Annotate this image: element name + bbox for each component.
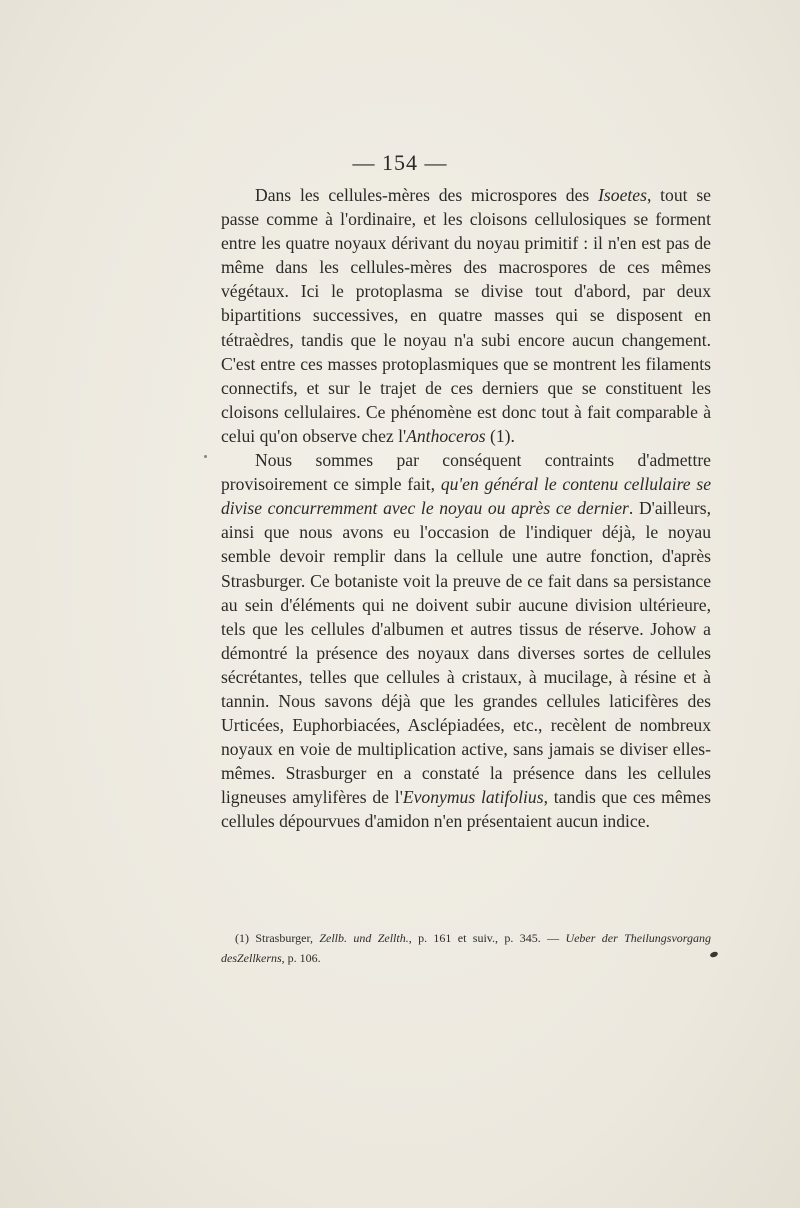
footnote xyxy=(221,928,711,968)
ink-mark xyxy=(709,951,718,958)
footnote-text-3: , p. 106. xyxy=(281,951,321,965)
paragraph-2-text-1: Nous sommes par conséquent contraints d'admettre provisoirement ce simple fait, xyxy=(221,450,711,495)
footnote-ref-2: Ueber der Theilungsvorgang desZellkerns xyxy=(221,931,712,965)
margin-dot xyxy=(204,455,207,458)
taxon-anthoceros: Anthoceros xyxy=(406,425,486,446)
emphasis-conclusion: qu'en général le contenu cellulaire se divise concurremment avec le noyau ou après ce dernier xyxy=(221,474,712,519)
footnote-text-1: (1) Strasburger, xyxy=(235,931,320,945)
taxon-isoetes: Isoetes xyxy=(598,185,647,205)
footnote-text-2: , p. 161 et suiv., p. 345. — xyxy=(408,931,566,945)
body-text xyxy=(221,183,711,834)
page-number: — 154 — xyxy=(352,150,448,175)
paragraph-1-text-1: Dans les cellules-mères des microspores des xyxy=(255,185,599,205)
paragraph-2-text-2: . D'ailleurs, ainsi que nous avons eu l'occasion de l'indiquer déjà, le noyau semble devoir remplir dans la cellule une autre fonction, d'après Strasburger. Ce botaniste voit la preuve de ce fait dans sa persistance au sein d'éléments qui ne doivent subir aucune division ultérieure, tels que les cellules d'albumen et autres tissus de réserve. Johow a démontré la présence des noyaux dans diverses sortes de cellules sécrétantes, telles que cellules à cristaux, à mucilage, à résine et à tannin. Nous savons déjà que les grandes cellules laticifères des Urticées, Euphorbiacées, Asclépiadées, etc., recèlent de nombreux noyaux en voie de multiplication active, sans jamais se diviser elles-mêmes. Strasburger en a constaté la présence dans les cellules ligneuses amylifères de l' xyxy=(221,498,711,808)
footnote-ref-1: Zellb. und Zellth. xyxy=(319,931,409,945)
paragraph-1 xyxy=(221,183,711,448)
paragraph-1-text-3: (1). xyxy=(485,425,515,446)
paragraph-1-text-2: , tout se passe comme à l'ordinaire, et les cloisons cellulosiques se forment entre les quatre noyaux dérivant du noyau primitif : il n'en est pas de même dans les cellules-mères des macrospores de ces mêmes végétaux. Ici le protoplasma se divise tout d'abord, par deux bipartitions successives, en quatre masses qui se disposent en tétraèdres, tandis que le noyau n'a subi encore aucun changement. C'est entre ces masses protoplasmiques que se montrent les filaments connectifs, et sur le trajet de ces derniers que se constituent les cloisons cellulaires. Ce phénomène est donc tout à fait comparable à celui qu'on observe chez l' xyxy=(221,185,711,446)
paragraph-2 xyxy=(221,448,711,834)
taxon-evonymus: Evonymus latifolius xyxy=(402,787,544,808)
paragraph-2-text-3: , tandis que ces mêmes cellules dépourvues d'amidon n'en présentaient aucun indice. xyxy=(221,787,711,832)
